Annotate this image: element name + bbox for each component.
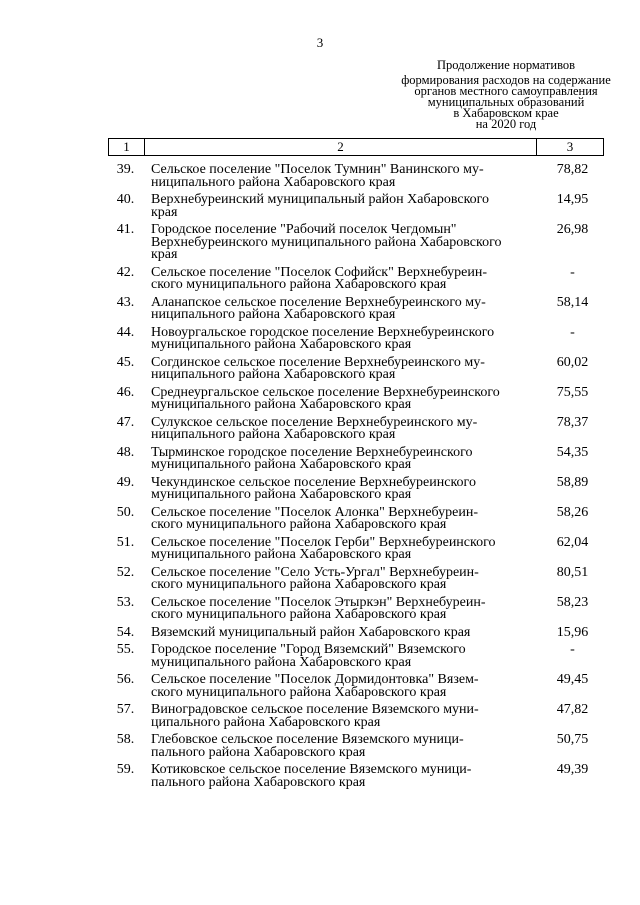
municipality-name-line: муниципального района Хабаровского края [151, 397, 412, 412]
table-header [108, 138, 604, 156]
row-number: 48. [116, 444, 135, 460]
table-row [108, 164, 604, 189]
row-number: 40. [116, 192, 135, 207]
municipality-name-line: Сельское поселение "Село Усть-Ургал" Верхнебуреин- [151, 564, 479, 580]
row-number: 44. [116, 324, 135, 340]
table-row [108, 194, 604, 219]
row-number: 47. [116, 414, 135, 430]
municipality-name-line: ского муниципального района Хабаровского края [151, 684, 447, 700]
municipality-name-line: края [151, 247, 178, 262]
norm-value: - [570, 324, 575, 340]
row-number: 55. [116, 642, 135, 657]
row-number: 46. [116, 384, 135, 400]
municipality-name-line: ниципального района Хабаровского края [151, 427, 396, 442]
row-number: 50. [116, 504, 135, 520]
municipality-name-line: ниципального района Хабаровского края [151, 307, 396, 322]
municipality-name [151, 734, 511, 759]
municipality-name [151, 564, 511, 592]
municipality-name [151, 264, 511, 292]
column-header-value: 3 [566, 139, 574, 154]
table-row [108, 674, 604, 699]
table-row [108, 534, 604, 562]
municipality-name [151, 444, 511, 472]
municipality-name [151, 384, 511, 412]
table-row [108, 594, 604, 622]
table-row [108, 734, 604, 759]
municipality-name-line: муниципального района Хабаровского края [151, 654, 412, 670]
row-number: 49. [116, 474, 135, 490]
row-number: 59. [116, 762, 135, 777]
column-header-number: 1 [109, 139, 145, 155]
header-line: муниципальных образований [427, 95, 585, 109]
municipality-name-line: Среднеургальское сельское поселение Верхнебуреинского [151, 384, 500, 400]
document-header [380, 60, 632, 130]
municipality-name-line: Глебовское сельское поселение Вяземского муници- [151, 732, 464, 747]
row-number: 51. [116, 534, 135, 550]
row-number: 54. [116, 624, 135, 640]
municipality-name-line: Сельское поселение "Поселок Дормидонтовка" Вязем- [151, 672, 479, 687]
municipality-name [151, 644, 511, 669]
table-row [108, 264, 604, 292]
municipality-name-line: муниципального района Хабаровского края [151, 487, 412, 502]
norm-value: - [570, 642, 575, 657]
municipality-name [151, 324, 511, 352]
norm-value: 58,14 [556, 294, 589, 310]
norm-value: 62,04 [556, 534, 589, 550]
municipality-name-line: ниципального района Хабаровского края [151, 367, 396, 382]
municipality-name-line: Аланапское сельское поселение Верхнебуреинского му- [151, 294, 486, 310]
norm-value: 58,89 [556, 474, 589, 490]
municipality-name-line: Верхнебуреинский муниципальный район Хабаровского [151, 192, 490, 207]
municipality-name-line: ского муниципального района Хабаровского края [151, 577, 447, 592]
column-header-name: 2 [145, 139, 537, 155]
table-row [108, 354, 604, 382]
row-number: 58. [116, 732, 135, 747]
municipality-name-line: Вяземский муниципальный район Хабаровского края [151, 624, 471, 640]
norm-value: 49,39 [556, 762, 589, 777]
table-row [108, 224, 604, 262]
municipality-name-line: муниципального района Хабаровского края [151, 547, 412, 562]
municipality-name-line: ниципального района Хабаровского края [151, 174, 396, 190]
norm-value: 60,02 [556, 354, 589, 370]
table-row [108, 764, 604, 789]
header-line: на 2020 год [475, 117, 537, 131]
page-number: 3 [316, 35, 324, 50]
table-row [108, 624, 604, 640]
header-line: формирования расходов на содержание [401, 73, 611, 87]
municipality-name-line: муниципального района Хабаровского края [151, 337, 412, 352]
municipality-name [151, 224, 511, 262]
municipality-name-line: Сельское поселение "Поселок Алонка" Верхнебуреин- [151, 504, 478, 520]
municipality-name-line: Тырминское городское поселение Верхнебуреинского [151, 444, 473, 460]
municipality-name-line: Новоургальское городское поселение Верхнебуреинского [151, 324, 495, 340]
municipality-name-line: пального района Хабаровского края [151, 774, 366, 790]
norm-value: 75,55 [556, 384, 589, 400]
header-line: в Хабаровском крае [453, 106, 559, 120]
municipality-name-line: ского муниципального района Хабаровского края [151, 517, 447, 532]
municipality-name-line: ципального района Хабаровского края [151, 714, 381, 730]
table-row [108, 564, 604, 592]
table-row [108, 704, 604, 729]
municipality-name [151, 354, 511, 382]
municipality-name [151, 504, 511, 532]
row-number: 39. [116, 162, 135, 177]
row-number: 42. [116, 264, 135, 280]
norm-value: - [570, 264, 575, 280]
norm-value: 58,26 [556, 504, 589, 520]
norm-value: 49,45 [556, 672, 589, 687]
table-row [108, 474, 604, 502]
municipality-name-line: муниципального района Хабаровского края [151, 457, 412, 472]
municipality-name [151, 594, 511, 622]
municipality-name-line: ского муниципального района Хабаровского края [151, 277, 447, 292]
municipality-name-line: Городское поселение "Город Вяземский" Вяземского [151, 642, 466, 657]
norm-value: 47,82 [556, 702, 589, 717]
municipality-name [151, 414, 511, 442]
row-number: 52. [116, 564, 135, 580]
table-row [108, 644, 604, 669]
row-number: 53. [116, 594, 135, 610]
municipality-name-line: Городское поселение "Рабочий поселок Чегдомын" [151, 222, 457, 237]
norm-value: 58,23 [556, 594, 589, 610]
municipality-name-line: Сельское поселение "Поселок Тумнин" Ванинского му- [151, 162, 484, 177]
municipality-name-line: Верхнебуреинского муниципального района Хабаровского [151, 234, 502, 250]
municipality-name [151, 534, 511, 562]
row-number: 43. [116, 294, 135, 310]
municipality-name [151, 764, 511, 789]
table-row [108, 414, 604, 442]
table-row [108, 444, 604, 472]
municipality-name-line: Чекундинское сельское поселение Верхнебуреинского [151, 474, 476, 490]
municipality-name-line: Сулукское сельское поселение Верхнебуреинского му- [151, 414, 478, 430]
municipality-name [151, 704, 511, 729]
norm-value: 78,82 [556, 162, 589, 177]
norm-value: 14,95 [556, 192, 589, 207]
norm-value: 50,75 [556, 732, 589, 747]
municipality-name [151, 194, 511, 219]
row-number: 57. [116, 702, 135, 717]
municipality-name-line: Сельское поселение "Поселок Софийск" Верхнебуреин- [151, 264, 488, 280]
municipality-name-line: пального района Хабаровского края [151, 744, 366, 760]
norm-value: 54,35 [556, 444, 589, 460]
row-number: 45. [116, 354, 135, 370]
table-row [108, 384, 604, 412]
municipality-name [151, 624, 511, 640]
municipality-name-line: Сельское поселение "Поселок Герби" Верхнебуреинского [151, 534, 496, 550]
norm-value: 80,51 [556, 564, 589, 580]
municipality-name-line: Котиковское сельское поселение Вяземского муници- [151, 762, 472, 777]
municipality-name-line: края [151, 204, 178, 220]
municipality-name [151, 164, 511, 189]
header-line: органов местного самоуправления [414, 84, 598, 98]
norm-value: 78,37 [556, 414, 589, 430]
table-row [108, 294, 604, 322]
row-number: 41. [116, 222, 135, 237]
table-row [108, 504, 604, 532]
municipality-name-line: ского муниципального района Хабаровского края [151, 607, 447, 622]
municipality-name [151, 674, 511, 699]
table-row [108, 324, 604, 352]
norm-value: 15,96 [556, 624, 589, 640]
table-body [108, 164, 604, 794]
municipality-name-line: Сельское поселение "Поселок Этыркэн" Верхнебуреин- [151, 594, 486, 610]
header-line: Продолжение нормативов [436, 58, 576, 72]
municipality-name-line: Согдинское сельское поселение Верхнебуреинского му- [151, 354, 485, 370]
municipality-name [151, 294, 511, 322]
municipality-name [151, 474, 511, 502]
municipality-name-line: Виноградовское сельское поселение Вяземского муни- [151, 702, 479, 717]
norm-value: 26,98 [556, 222, 589, 237]
row-number: 56. [116, 672, 135, 687]
